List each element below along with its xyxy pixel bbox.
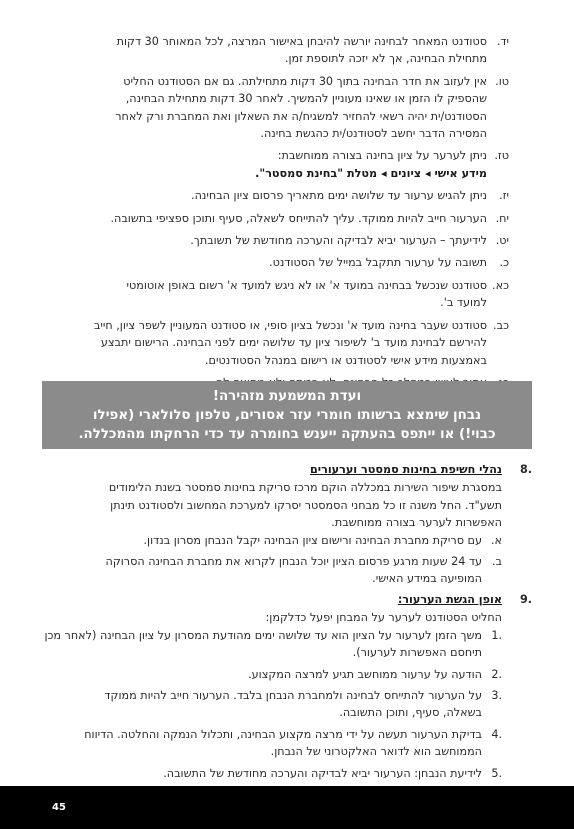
list-item-text: עד 24 שעות מרגע פרסום הציון יוכל הנבחן לקרוא את מחברת הבחינה הסרוקה המופיעה במידע האישי. [105,555,482,586]
warning-text: כבוי!) או ייתפס בהעתקה ייענש בחומרה עד כדי הרחקתו מהמכללה. [78,426,496,442]
list-item [42,532,532,549]
list-item-text: על הערעור להתייחס לבחינה ולמחברת הנבחן בלבד. הערעור חייב להיות ממוקד בשאלה, סעיף, ותוכן התשובה. [104,689,482,720]
rule-number: כא. [492,278,509,292]
list-item [42,726,532,761]
rule-number: טו. [495,74,509,88]
list-item [42,666,532,683]
list-item-text: לידיעת הנבחן: הערעור יביא לבדיקה והערכה מחודשת של התשובה. [163,766,482,780]
list-item-number: .3 [491,689,502,703]
section-paragraph: במסגרת שיפור השירות במכללה הוקם מרכז סריקת בחינות סמסטר בשנת הלימודים תשע"ד. החל משנה זו כל מבחני הסמסטר יסרקו למערכת המחשוב ולסטודנט תינתן האפשרות לערער בצורה ממוחשבת. [108,481,502,530]
rule-item [42,254,509,271]
section-title: נהלי חשיפת בחינות סמסטר וערעורים [310,463,502,476]
rule-item [42,317,509,369]
rule-text: סטודנט המאחר לבחינה יורשה להיבחן באישור המרצה, לכל המאוחר 30 דקות מתחילת הבחינה, אך לא יזכה לתוספת זמן. [116,35,487,66]
appeal-path: מידע אישי ◂ ציונים ◂ מטלת "בחינת סמסטר". [255,166,487,180]
rule-item [42,33,509,68]
list-item-text: בדיקת הערעור תעשה על ידי מרצה מקצוע הבחינה, ותכלול הנמקה והחלטה. הדיווח הממוחשב הוא לדואר האלקטרוני של הנבחן. [84,727,482,759]
section-paragraph: החליט הסטודנט לערער על המבחן יפעל כדלקמן: [265,611,502,625]
rule-text: סטודנט שנכשל בבחינה במועד א' או לא ניגש למועד א' רשום באופן אוטומטי למועד ב'. [126,278,487,310]
list-item-number: א. [490,533,502,547]
page-footer [0,786,574,829]
rule-text: תשובה על ערעור תתקבל במייל של הסטודנט. [269,256,487,270]
page-number: 45 [52,802,66,813]
rule-text: ניתן להגיש ערעור עד שלושה ימים מתאריך פרסום ציון הבחינה. [191,189,487,203]
rules-list [42,33,509,396]
rule-text: ניתן לערער על ציון בחינה בצורה ממוחשבת: מידע אישי ◂ ציונים ◂ מטלת "בחינת סמסטר". [42,147,487,182]
section-number: .8 [519,463,532,476]
section-heading [42,591,532,608]
warning-text: נבחן שימצא ברשותו חומרי עזר אסורים, טלפון סלולארי (אפילו [92,407,482,423]
discipline-warning-box [42,381,532,449]
rule-number: יט. [495,234,509,248]
list-item-number: .1 [491,628,502,642]
rule-number: יד. [496,35,509,48]
rule-text: סטודנט שעבר בחינה מועד א' ונכשל בציון סופי, או סטודנט המעוניין לשפר ציון, חייב להירשם לבחינת מועד ב' לשיפור ציון עד שלושה ימים לפני הבחינה. הרישום יתבצע באמצעות מידע אישי לסטודנט או רישום במנהל הסטודנטים. [93,318,487,367]
rule-item [42,232,509,249]
list-item [42,553,532,588]
rule-number: יח. [495,211,509,225]
list-item-text: עם סריקת מחברת הבחינה ורישום ציון הבחינה יקבל הנבחן מסרון בנדון. [143,533,482,547]
list-item-number: ב. [491,555,502,569]
section-exam-exposure [42,461,532,592]
warning-title: ועדת המשמעת מזהירה! [212,388,362,404]
rule-item [42,187,509,204]
list-item-text: הודעה על ערעור ממוחשב תגיע למרצה המקצוע. [248,667,482,681]
section-number: .9 [519,593,532,606]
list-item-number: .5 [491,766,502,780]
rule-item [42,73,509,143]
rule-text: לידיעתך – הערעור יביא לבדיקה והערכה מחודשת של תשובתך. [190,234,487,248]
rule-item [42,210,509,227]
rule-item [42,147,509,182]
list-item-text: משך הזמן לערעור על הציון הוא עד שלושה ימים מהודעת המסרון על ציון הבחינה (לאחר מכן תיחסם האפשרות לערעור). [44,628,482,660]
rule-number: כב. [493,318,509,332]
list-item-number: .2 [491,667,502,681]
rule-text: אין לעזוב את חדר הבחינה בתוך 30 דקות מתחילתה. גם אם הסטודנט החליט שהספיק לו הזמן או שאינו מעוניין להמשיך. לאחר 30 דקות מתחילת הבחינה, הסטודנט/ית יהיה רשאי להחזיר למשגיח/ה את השאלון ואת המחברת ורק לאחר המסירה הדבר יחשב לסטודנט/ית כהגשת בחינה. [115,74,487,141]
rule-number: כ. [499,256,509,270]
rule-text: הערעור חייב להיות ממוקד. עליך להתייחס לשאלה, סעיף ותוכן ספציפי בתשובה. [110,211,487,225]
list-item-number: .4 [491,727,502,741]
list-item [42,627,532,662]
rule-number: יז. [499,189,509,203]
list-item [42,765,532,782]
section-heading [42,461,532,478]
rule-item [42,277,509,312]
section-appeal-submission [42,591,532,786]
rule-number: טז. [494,149,509,163]
section-title: אופן הגשת הערעור: [397,593,502,606]
list-item [42,687,532,722]
